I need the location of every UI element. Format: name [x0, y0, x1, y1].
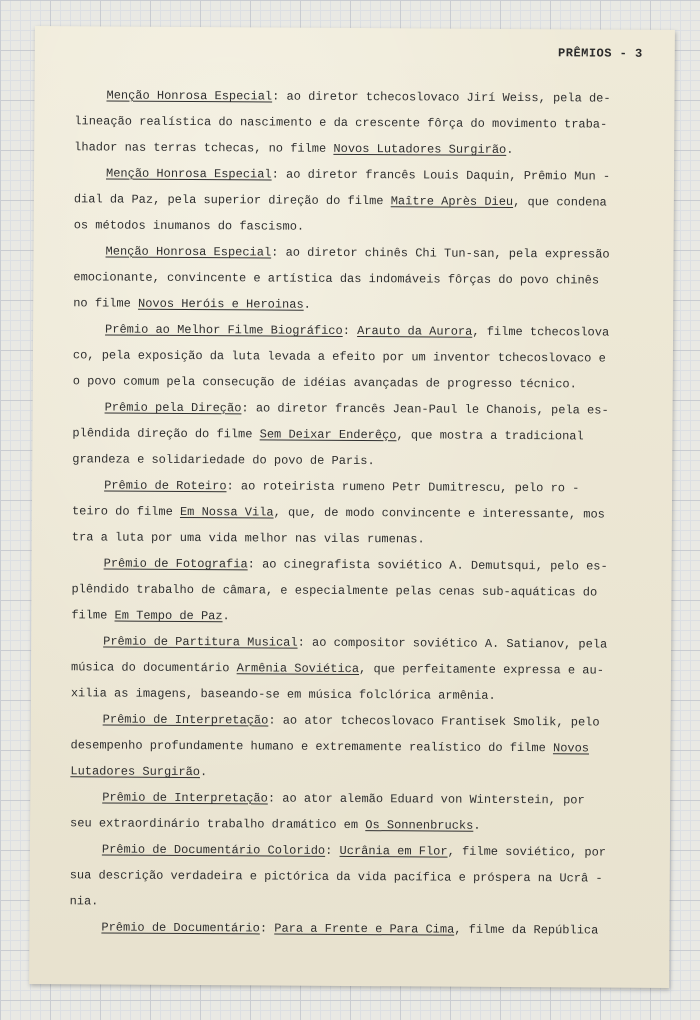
award-text: . [303, 297, 311, 312]
award-text: xilia as imagens, baseando-se em música folclórica armênia. [70, 686, 496, 703]
award-text: no filme [73, 296, 139, 311]
award-name: Menção Honrosa Especial [105, 244, 272, 260]
award-text: . [506, 142, 514, 157]
award-text: os métodos inumanos do fascismo. [73, 218, 305, 234]
award-text: : ao diretor francês Jean-Paul le Chanois, pela es- [241, 401, 609, 418]
award-name: Prêmio pela Direção [104, 400, 242, 416]
film-title: Em Nossa Vila [179, 504, 274, 520]
award-text: . [473, 818, 481, 833]
award-entry [71, 628, 641, 709]
award-text: emocionante, convincente e artística das indomáveis fôrças do povo chinês [73, 270, 600, 288]
film-title: Arauto da Aurora [357, 324, 473, 339]
film-title: Armênia Soviética [236, 661, 360, 677]
award-text: , filme tchecoslova [472, 324, 610, 340]
award-text: , que condena [513, 194, 607, 210]
award-name: Prêmio de Documentário [101, 920, 260, 936]
film-title: Para a Frente e Para Cima [274, 921, 455, 937]
award-text: co, pela exposição da luta levada a efeito por um inventor tchecoslovaco e [72, 348, 606, 366]
film-title: Novos [552, 741, 590, 756]
award-text: seu extraordinário trabalho dramático em [70, 816, 366, 833]
award-text: : [325, 843, 340, 858]
award-entry [70, 836, 640, 917]
film-title: Novos Lutadores Surgirão [333, 141, 507, 157]
film-title: Em Tempo de Paz [114, 608, 223, 624]
award-name: Menção Honrosa Especial [106, 88, 273, 104]
award-entry [69, 914, 639, 943]
award-entry [72, 472, 642, 553]
award-text: nia. [69, 894, 99, 909]
award-entry [74, 160, 644, 241]
award-text: : ao diretor francês Louis Daquin, Prêmio Mun - [271, 167, 611, 184]
film-title: Novos Heróis e Heroinas [138, 296, 304, 312]
award-entry [71, 550, 641, 631]
award-name: Prêmio de Interpretação [102, 790, 268, 806]
award-text: , que mostra a tradicional [396, 428, 584, 444]
award-text: plêndida direção do filme [72, 426, 260, 442]
award-name: Menção Honrosa Especial [105, 166, 272, 182]
award-text: , que perfeitamente expressa e au- [359, 662, 604, 678]
award-entry [73, 238, 643, 319]
award-entry [70, 784, 640, 839]
award-text: . [199, 765, 208, 780]
film-title: Maître Après Dieu [390, 194, 514, 209]
award-text: : ao diretor tchecoslovaco Jirí Weiss, pela de- [272, 89, 611, 106]
document-body [69, 82, 644, 943]
award-text: plêndido trabalho de câmara, e especialmente pelas cenas sub-aquáticas do [71, 582, 598, 600]
page-header: PRÊMIOS - 3 [558, 46, 643, 61]
award-text: desempenho profundamente humano e extremamente realístico do filme [70, 738, 554, 756]
award-name: Prêmio de Roteiro [104, 478, 227, 494]
award-text: : ao diretor chinês Chi Tun-san, pela expressão [271, 245, 610, 262]
award-text: . [222, 609, 230, 624]
award-text: teiro do filme [71, 504, 181, 519]
award-text: : ao roteirista rumeno Petr Dumitrescu, pelo ro - [226, 479, 580, 496]
award-text: lhador nas terras tchecas, no filme [74, 140, 334, 156]
award-entry [73, 316, 643, 397]
award-text: filme [71, 608, 115, 623]
film-title: Lutadores Surgirão [70, 764, 201, 780]
award-text: grandeza e solidariedade do povo de Paris. [72, 452, 375, 469]
award-entry [72, 394, 642, 475]
award-text: : ao ator tchecoslovaco Frantisek Smolik, pelo [268, 713, 600, 730]
award-entry [74, 82, 644, 163]
film-title: Sem Deixar Enderêço [259, 427, 397, 443]
award-name: Prêmio de Partitura Musical [103, 634, 298, 650]
award-text: tra a luta por uma vida melhor nas vilas rumenas. [71, 530, 425, 547]
typewritten-page [29, 26, 675, 988]
award-name: Prêmio ao Melhor Filme Biográfico [105, 322, 343, 338]
award-name: Prêmio de Fotografia [103, 556, 248, 572]
award-text: : ao compositor soviético A. Satianov, pela [297, 635, 608, 652]
award-text: , filme da República [454, 922, 599, 938]
award-text: : ao ator alemão Eduard von Winterstein, por [267, 791, 585, 808]
award-text: : [342, 323, 358, 339]
award-text: o povo comum pela consecução de idéias avançadas de progresso técnico. [72, 374, 577, 392]
film-title: Os Sonnenbrucks [365, 818, 474, 833]
film-title: Ucrânia em Flor [339, 843, 448, 859]
award-text: dial da Paz, pela superior direção do filme [73, 192, 391, 209]
award-entry [70, 706, 640, 787]
award-text: : [259, 921, 275, 936]
award-name: Prêmio de Interpretação [102, 712, 269, 728]
award-text: música do documentário [70, 660, 237, 676]
award-text: , filme soviético, por [447, 844, 607, 860]
award-text: sua descrição verdadeira e pictórica da vida pacífica e próspera na Ucrâ - [69, 868, 603, 886]
award-text: lineação realística do nascimento e da crescente fôrça do movimento traba- [74, 114, 608, 132]
award-name: Prêmio de Documentário Colorido [101, 842, 326, 858]
award-text: , que, de modo convincente e interessante, mos [273, 505, 605, 522]
award-text: : ao cinegrafista soviético A. Demutsqui, pelo es- [247, 557, 608, 574]
